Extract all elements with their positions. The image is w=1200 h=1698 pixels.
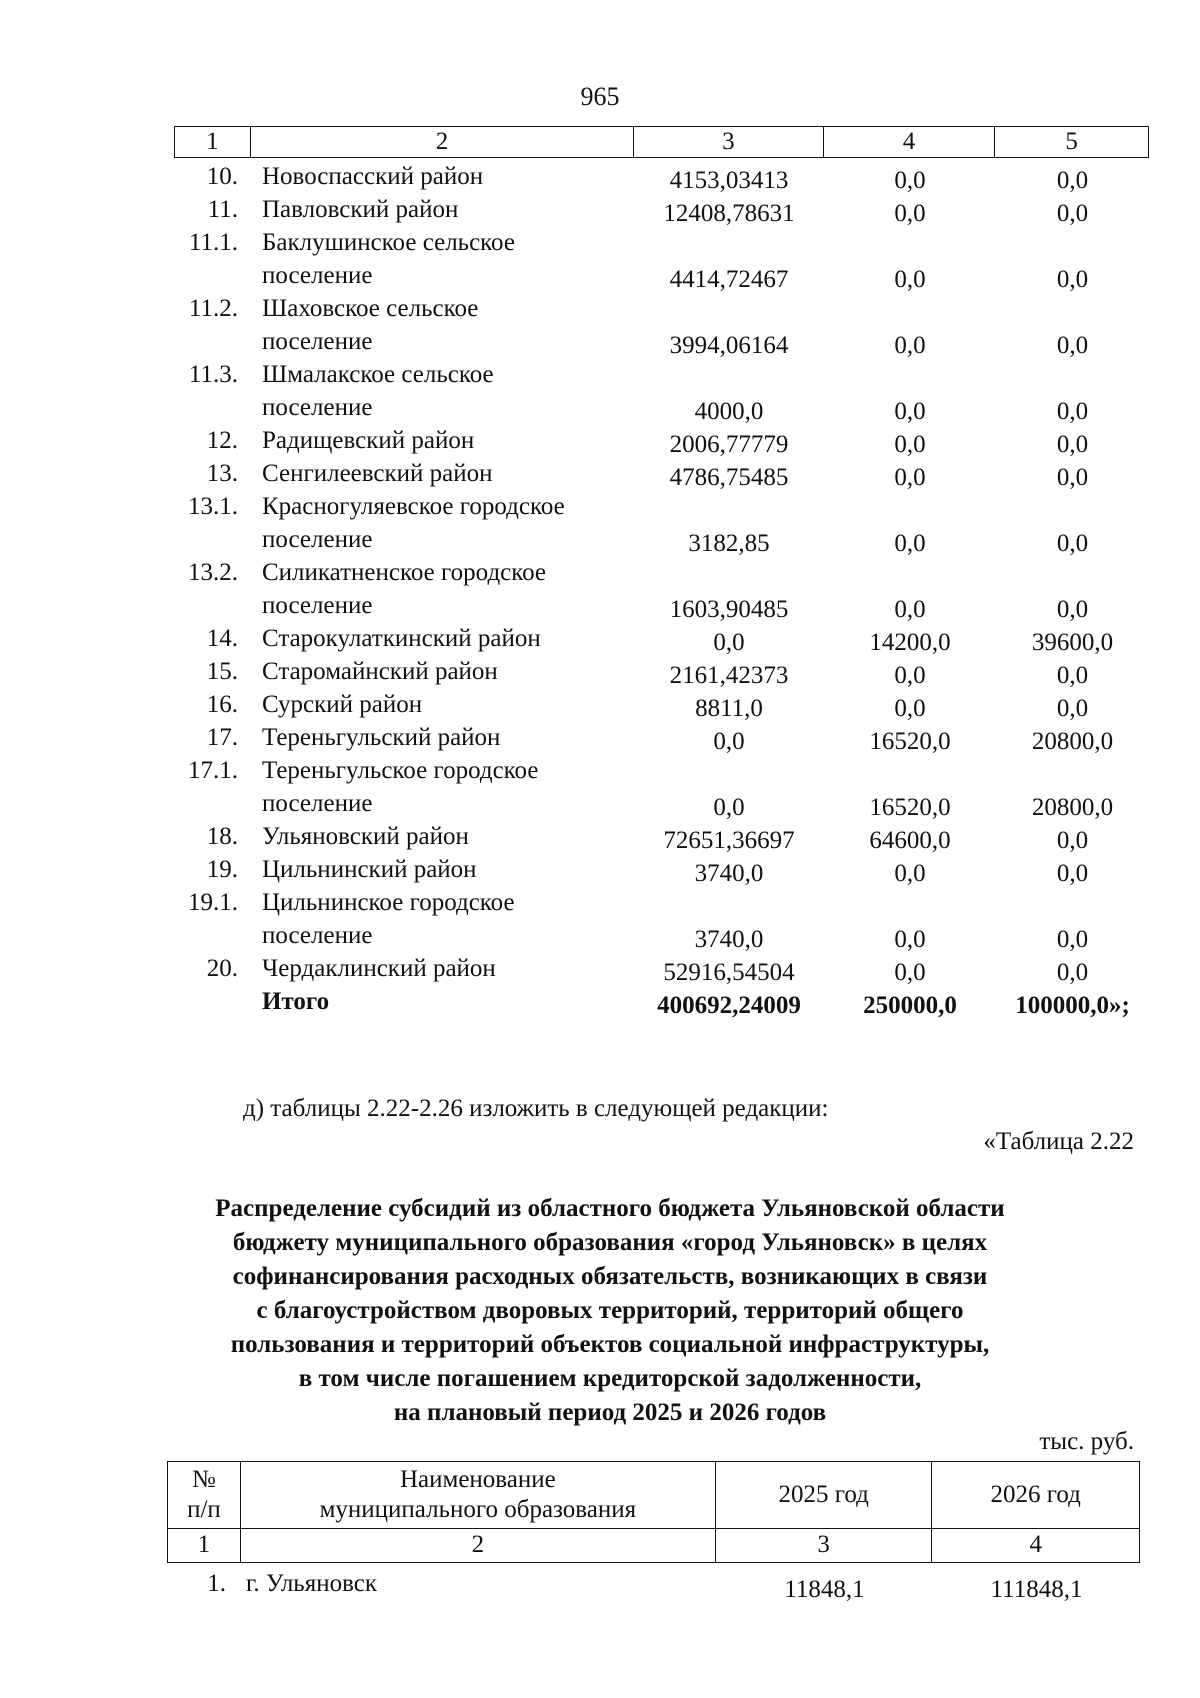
row-name-line: Радищевский район [262, 427, 475, 454]
header-cell-2026: 2026 год [990, 1481, 1081, 1508]
row-value-v4: 0,0 [894, 464, 926, 491]
header-cell: 2 [251, 127, 634, 157]
row-value-v3: 72651,36697 [663, 827, 795, 854]
row-name-line: Ульяновский район [262, 823, 469, 850]
row-value-v5: 0,0 [1056, 398, 1089, 425]
column-number: 2 [241, 1529, 716, 1562]
row-number: 10. [206, 163, 238, 190]
row-value-v4: 0,0 [894, 860, 926, 887]
title-line: с благоустройством дворовых территорий, территорий общего [256, 1297, 964, 1324]
table-row [174, 622, 1149, 655]
row-value-v5: 0,0 [1056, 926, 1089, 953]
row-value-v4: 0,0 [894, 200, 926, 227]
header-text: муниципального образования [319, 1496, 637, 1523]
row-value-v5: 0,0 [1056, 200, 1089, 227]
row-number: 16. [206, 691, 238, 718]
row-number: 19.1. [188, 889, 238, 916]
table-row [174, 226, 1149, 292]
row-number: 13.2. [188, 559, 238, 586]
row-value-v4: 0,0 [894, 332, 926, 359]
row-number: 12. [206, 427, 238, 454]
row-value-2026: 111848,1 [990, 1576, 1083, 1603]
row-value-2025: 11848,1 [784, 1576, 865, 1603]
table-row [174, 160, 1149, 193]
row-name-line: поселение [262, 394, 373, 421]
row-number: 11.3. [188, 361, 238, 388]
row-value-v4: 0,0 [894, 530, 926, 557]
row-value-v3: 3182,85 [688, 530, 770, 557]
row-value-v5: 0,0 [1056, 662, 1089, 689]
row-value-v5: 0,0 [1056, 596, 1089, 623]
header-text: № [191, 1466, 216, 1493]
row-number: 19. [206, 856, 238, 883]
row-name [250, 160, 634, 193]
row-value-v4: 0,0 [894, 695, 926, 722]
row-name-line: Новоспасский район [262, 163, 484, 190]
row-value-v3: 2006,77779 [669, 431, 789, 458]
row-number: 17.1. [188, 757, 238, 784]
table-header [174, 126, 1149, 158]
row-value-v3: 3740,0 [694, 926, 764, 953]
table-title [160, 1192, 1060, 1430]
row-name [250, 424, 634, 457]
row-value-v3: 1603,90485 [669, 596, 789, 623]
row-value-v4: 16520,0 [869, 728, 951, 755]
row-name-line: Красногуляевское городское [262, 493, 565, 520]
row-value-v4: 0,0 [894, 662, 926, 689]
row-value-v5: 0,0 [1056, 464, 1089, 491]
row-name-line: Старокулаткинский район [262, 625, 541, 652]
table-row [174, 952, 1149, 985]
total-value-v3: 400692,24009 [657, 992, 801, 1019]
row-number [174, 985, 250, 1018]
row-value-v4: 0,0 [894, 167, 926, 194]
row-number: 20. [206, 955, 238, 982]
header-cell: 1 [175, 127, 251, 157]
row-name-line: поселение [262, 592, 373, 619]
row-value-v5: 0,0 [1056, 860, 1089, 887]
row-value-v3: 2161,42373 [669, 662, 789, 689]
row-name-line: Павловский район [262, 196, 459, 223]
table-reference: «Таблица 2.22 [983, 1128, 1134, 1155]
table-row [167, 1567, 1140, 1601]
row-value-v3: 4414,72467 [669, 266, 789, 293]
row-value-v4: 0,0 [894, 266, 926, 293]
row-name [250, 952, 634, 985]
table-row [174, 193, 1149, 226]
row-number: 14. [206, 625, 238, 652]
table-row [174, 424, 1149, 457]
row-number: 15. [206, 658, 238, 685]
row-value-v3: 0,0 [713, 794, 745, 821]
row-value-v5: 0,0 [1056, 695, 1089, 722]
total-value-v5: 100000,0»; [1015, 992, 1130, 1019]
row-name [250, 655, 634, 688]
row-name [250, 226, 634, 292]
row-name-line: Сенгилеевский район [262, 460, 493, 487]
table-body [174, 160, 1149, 1018]
header-cell-2025: 2025 год [716, 1462, 933, 1528]
header-cell: 5 [1065, 128, 1078, 155]
header-text: Наименование [399, 1466, 556, 1493]
row-value-v5: 0,0 [1056, 431, 1089, 458]
header-cell: 3 [634, 127, 824, 157]
row-name-line: Силикатненское городское [262, 559, 547, 586]
table-row [174, 754, 1149, 820]
row-name-line: Тереньгульское городское [262, 757, 539, 784]
row-name-line: Старомайнский район [262, 658, 498, 685]
row-name-line: Чердаклинский район [262, 955, 496, 982]
header-cell: 4 [824, 127, 996, 157]
row-value-v5: 0,0 [1056, 827, 1089, 854]
table-row [174, 853, 1149, 886]
row-value-v5: 0,0 [1056, 167, 1089, 194]
row-name-line: Баклушинское сельское [262, 229, 515, 256]
row-name [250, 358, 634, 424]
row-number: 1. [207, 1570, 226, 1597]
row-name [250, 853, 634, 886]
row-name [250, 556, 634, 622]
table-row [174, 688, 1149, 721]
table-row [174, 490, 1149, 556]
total-value-v4: 250000,0 [863, 992, 957, 1019]
row-name [250, 688, 634, 721]
table-row [174, 457, 1149, 490]
row-name [250, 721, 634, 754]
table-row [174, 358, 1149, 424]
row-value-v3: 4786,75485 [669, 464, 789, 491]
row-number: 11.1. [188, 229, 238, 256]
row-value-v5: 0,0 [1056, 266, 1089, 293]
table-row [174, 556, 1149, 622]
row-value-v3: 12408,78631 [663, 200, 795, 227]
title-line: софинансирования расходных обязательств, возникающих в связи [232, 1263, 988, 1290]
table-row [174, 721, 1149, 754]
row-value-v4: 0,0 [894, 398, 926, 425]
title-line: бюджету муниципального образования «город Ульяновск» в целях [232, 1229, 988, 1256]
row-name-line: Шаховское сельское [262, 295, 479, 322]
header-cell-name [241, 1462, 716, 1528]
row-name-line: Шмалакское сельское [262, 361, 494, 388]
row-name-line: поселение [262, 922, 373, 949]
row-name-line: поселение [262, 262, 373, 289]
title-line: Распределение субсидий из областного бюджета Ульяновской области [215, 1195, 1005, 1222]
row-number: 13. [206, 460, 238, 487]
table-row [174, 292, 1149, 358]
row-value-v3: 3994,06164 [669, 332, 789, 359]
row-name [250, 292, 634, 358]
column-number: 1 [168, 1529, 241, 1562]
row-number: 11.2. [188, 295, 238, 322]
table-row [174, 886, 1149, 952]
header-cell-number [168, 1462, 241, 1528]
row-value-v4: 14200,0 [869, 629, 951, 656]
row-name-line: Сурский район [262, 691, 423, 718]
row-value-v3: 4000,0 [694, 398, 764, 425]
subsidy-table [167, 1461, 1140, 1601]
row-name [250, 457, 634, 490]
row-value-v3: 0,0 [713, 728, 745, 755]
header-text: п/п [187, 1496, 221, 1523]
row-value-v4: 0,0 [894, 431, 926, 458]
row-number: 11. [207, 196, 238, 223]
row-name [250, 820, 634, 853]
row-value-v3: 3740,0 [694, 860, 764, 887]
row-name [250, 754, 634, 820]
row-name-line: поселение [262, 526, 373, 553]
row-name: г. Ульяновск [246, 1570, 377, 1597]
row-name-line: поселение [262, 328, 373, 355]
row-name [250, 622, 634, 655]
row-name-line: поселение [262, 790, 373, 817]
table-row [174, 655, 1149, 688]
row-value-v5: 20800,0 [1031, 794, 1114, 821]
table-row [174, 820, 1149, 853]
column-number: 4 [1029, 1531, 1042, 1558]
row-value-v4: 16520,0 [869, 794, 951, 821]
row-value-v5: 20800,0 [1031, 728, 1114, 755]
row-value-v5: 0,0 [1056, 530, 1089, 557]
row-value-v4: 0,0 [894, 596, 926, 623]
row-name-line: Цильнинский район [262, 856, 477, 883]
row-name [250, 490, 634, 556]
row-value-v3: 4153,03413 [669, 167, 789, 194]
row-name-line: Тереньгульский район [262, 724, 501, 751]
row-name-line: Цильнинское городское [262, 889, 515, 916]
total-row [174, 985, 1149, 1018]
total-label: Итого [262, 988, 330, 1015]
row-value-v5: 0,0 [1056, 959, 1089, 986]
row-name [250, 886, 634, 952]
title-line: в том числе погашением кредиторской задолженности, [298, 1365, 922, 1392]
row-value-v3: 52916,54504 [663, 959, 795, 986]
row-value-v4: 0,0 [894, 926, 926, 953]
row-value-v4: 64600,0 [869, 827, 951, 854]
row-number: 13.1. [188, 493, 238, 520]
row-value-v5: 0,0 [1056, 332, 1089, 359]
row-value-v3: 0,0 [713, 629, 745, 656]
units-label: тыс. руб. [1039, 1428, 1134, 1455]
row-value-v3: 8811,0 [695, 695, 763, 722]
row-name [250, 193, 634, 226]
title-line: пользования и территорий объектов социальной инфраструктуры, [230, 1331, 990, 1358]
table-header [167, 1461, 1140, 1529]
title-line: на плановый период 2025 и 2026 годов [393, 1399, 827, 1426]
amendment-paragraph: д) таблицы 2.22-2.26 изложить в следующей редакции: [243, 1095, 829, 1122]
page-number: 965 [580, 82, 620, 111]
row-value-v4: 0,0 [894, 959, 926, 986]
row-number: 17. [206, 724, 238, 751]
row-number: 18. [206, 823, 238, 850]
districts-table [174, 126, 1149, 1018]
column-number: 3 [716, 1529, 933, 1562]
column-numbers-row [167, 1529, 1140, 1563]
row-value-v5: 39600,0 [1031, 629, 1114, 656]
